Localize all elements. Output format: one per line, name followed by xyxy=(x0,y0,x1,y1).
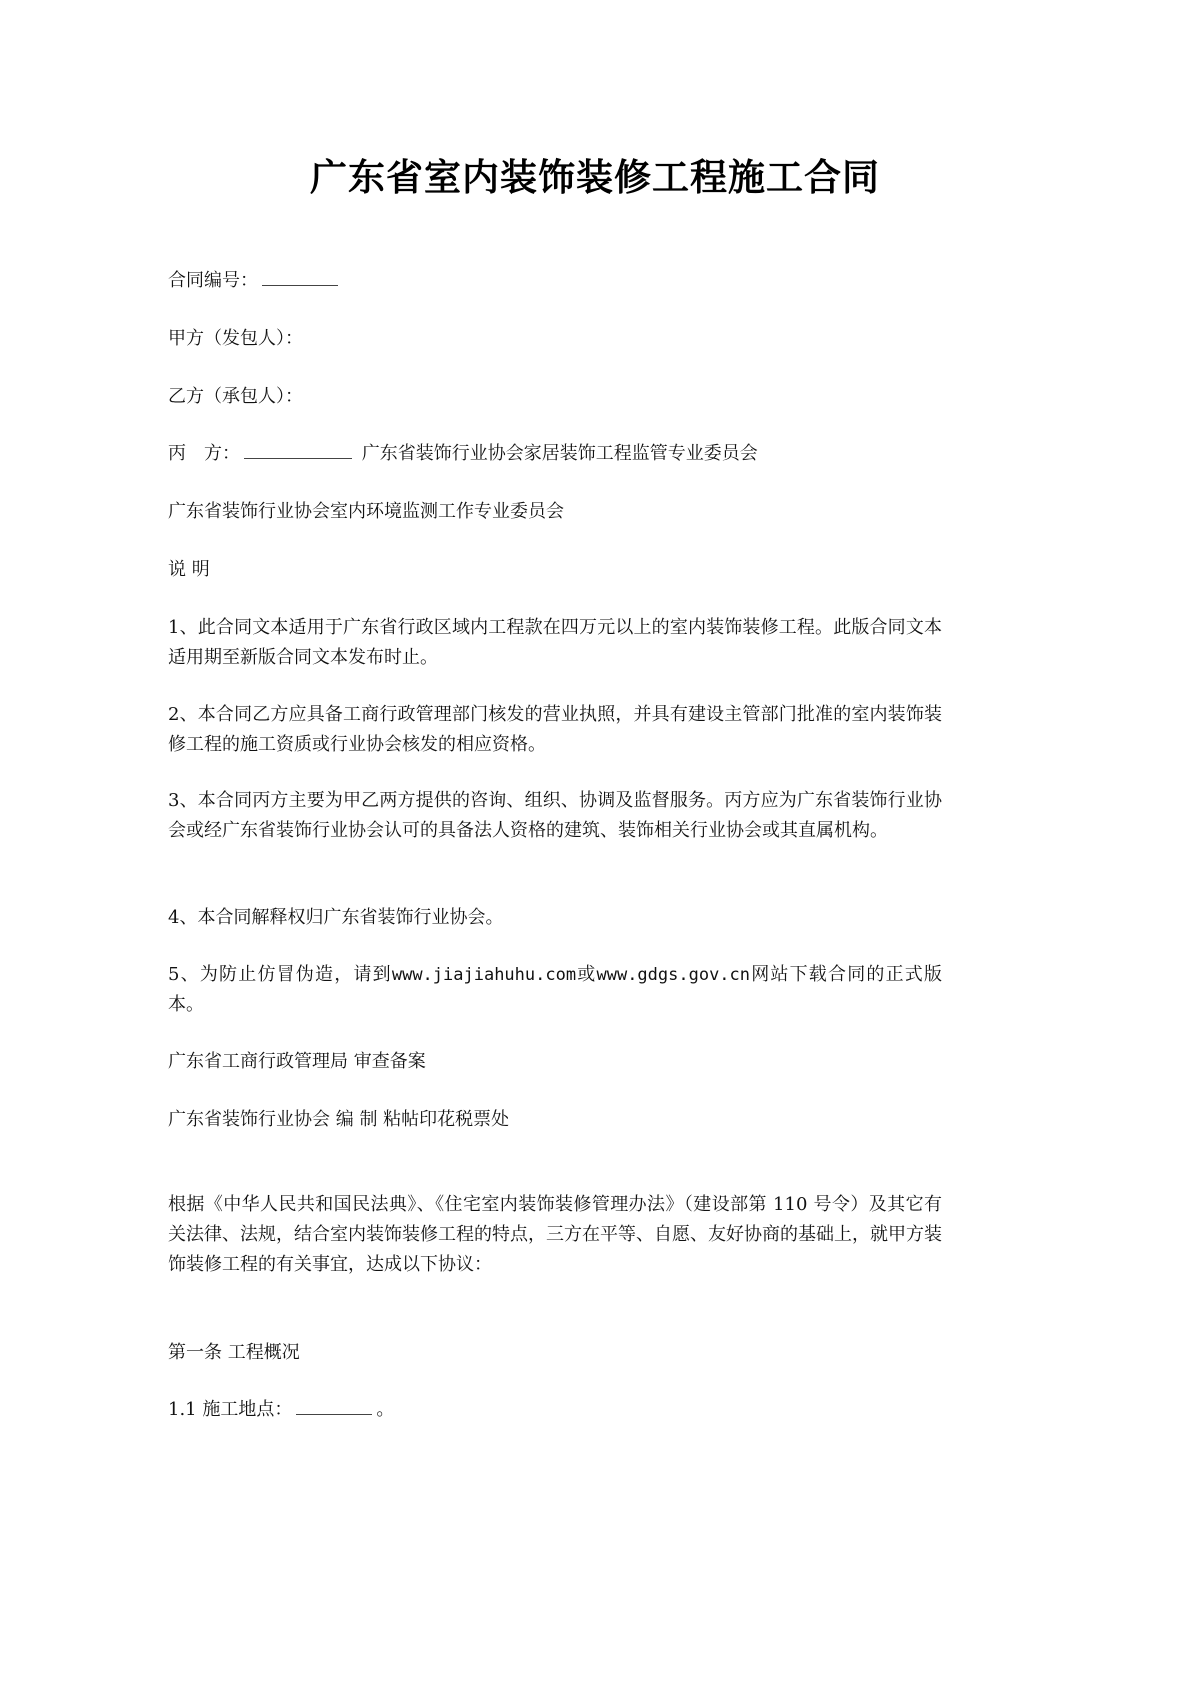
party-b-line: 乙方（承包人）： xyxy=(168,386,303,407)
note-5 xyxy=(168,960,942,1020)
note-1: 1、此合同文本适用于广东省行政区域内工程款在四万元以上的室内装饰装修工程。此版合同文本适用期至新版合同文本发布时止。 xyxy=(168,617,942,668)
party-c-label: 丙 方： xyxy=(168,443,240,464)
note-5-prefix: 5、为防止仿冒伪造，请到 xyxy=(168,964,392,985)
contract-title: 广东省室内装饰装修工程施工合同 xyxy=(310,155,880,199)
construction-site-blank xyxy=(296,1396,372,1415)
filing-line: 广东省工商行政管理局 审查备案 xyxy=(168,1051,426,1072)
note-5-middle: 或 xyxy=(576,964,597,985)
party-a-line: 甲方（发包人）： xyxy=(168,328,303,349)
article-1-heading: 第一条 工程概况 xyxy=(168,1342,300,1363)
note-2: 2、本合同乙方应具备工商行政管理部门核发的营业执照，并具有建设主管部门批准的室内装饰装修工程的施工资质或行业协会核发的相应资格。 xyxy=(168,704,942,755)
preamble: 根据《中华人民共和国民法典》、《住宅室内装饰装修管理办法》（建设部第 110 号令）及其它有关法律、法规，结合室内装饰装修工程的特点，三方在平等、自愿、友好协商的基础上，就甲方装饰装修工程的有关事宜，达成以下协议： xyxy=(168,1194,942,1275)
clause-1-1-end: 。 xyxy=(376,1399,395,1420)
party-c-org-1: 广东省装饰行业协会家居装饰工程监管专业委员会 xyxy=(361,443,758,464)
link-gdgs[interactable]: www.gdgs.gov.cn xyxy=(596,965,751,985)
clause-1-1-label: 1.1 施工地点： xyxy=(168,1399,293,1420)
note-3: 3、本合同丙方主要为甲乙两方提供的咨询、组织、协调及监督服务。丙方应为广东省装饰行业协会或经广东省装饰行业协会认可的具备法人资格的建筑、装饰相关行业协会或其直属机构。 xyxy=(168,790,942,841)
note-4: 4、本合同解释权归广东省装饰行业协会。 xyxy=(168,907,504,928)
contract-number-line xyxy=(168,266,942,295)
notes-heading: 说 明 xyxy=(168,559,210,580)
contract-number-label: 合同编号： xyxy=(168,270,258,291)
link-jiajiahuhu[interactable]: www.jiajiahuhu.com xyxy=(391,965,577,985)
party-c-blank xyxy=(244,440,352,459)
clause-1-1 xyxy=(168,1395,942,1424)
party-c-org-2: 广东省装饰行业协会室内环境监测工作专业委员会 xyxy=(168,501,564,522)
compiler-line: 广东省装饰行业协会 编 制 粘帖印花税票处 xyxy=(168,1109,510,1130)
party-c-line xyxy=(168,439,942,468)
contract-number-blank xyxy=(262,267,338,286)
note-5-suffix: 网站下载合同的正式版本。 xyxy=(168,964,943,1015)
